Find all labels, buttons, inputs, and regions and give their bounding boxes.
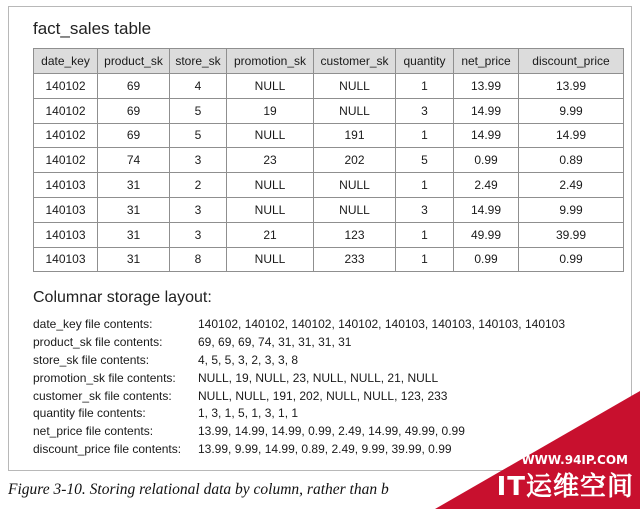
table-cell: 2 <box>170 173 227 198</box>
column-header: customer_sk <box>314 49 396 74</box>
column-header: quantity <box>396 49 454 74</box>
table-cell: 31 <box>98 197 170 222</box>
column-header: store_sk <box>170 49 227 74</box>
table-cell: 140102 <box>34 123 98 148</box>
columnar-label: date_key file contents: <box>33 317 153 331</box>
table-cell: 1 <box>396 173 454 198</box>
table-cell: 0.89 <box>519 148 624 173</box>
table-cell: 14.99 <box>454 123 519 148</box>
columnar-label: customer_sk file contents: <box>33 388 172 403</box>
columnar-value: 13.99, 9.99, 14.99, 0.89, 2.49, 9.99, 39.99, 0.99 <box>198 442 452 457</box>
figure-panel <box>8 6 632 471</box>
table-row <box>34 98 624 123</box>
table-row <box>34 247 624 272</box>
columnar-value: 140102, 140102, 140102, 140102, 140103, 140103, 140103, 140103 <box>198 317 566 331</box>
table-cell: 140102 <box>34 148 98 173</box>
table-cell: NULL <box>227 197 314 222</box>
columnar-value: NULL, 19, NULL, 23, NULL, NULL, 21, NULL <box>198 370 439 385</box>
table-cell: 140102 <box>34 74 98 99</box>
table-row <box>34 173 624 198</box>
columnar-value: 13.99, 14.99, 14.99, 0.99, 2.49, 14.99, 49.99, 0.99 <box>198 424 465 439</box>
table-cell: 3 <box>396 98 454 123</box>
table-cell: 69 <box>98 74 170 99</box>
table-cell: 140103 <box>34 222 98 247</box>
table-cell: 21 <box>227 222 314 247</box>
column-header: net_price <box>454 49 519 74</box>
figure-caption: Figure 3-10. Storing relational data by column, rather than b <box>8 481 389 498</box>
columnar-label: product_sk file contents: <box>33 334 163 349</box>
table-cell: NULL <box>227 74 314 99</box>
columnar-label: discount_price file contents: <box>33 442 182 457</box>
table-row <box>34 197 624 222</box>
table-cell: 8 <box>170 247 227 272</box>
table-cell: 3 <box>170 197 227 222</box>
table-cell: 39.99 <box>519 222 624 247</box>
table-cell: 69 <box>98 123 170 148</box>
table-cell: 14.99 <box>454 197 519 222</box>
table-cell: 1 <box>396 222 454 247</box>
fact-sales-table <box>33 48 624 272</box>
table-cell: NULL <box>227 123 314 148</box>
columnar-value: NULL, NULL, 191, 202, NULL, NULL, 123, 233 <box>198 388 448 403</box>
table-cell: 5 <box>170 123 227 148</box>
table-header-row <box>34 49 624 74</box>
table-cell: 3 <box>170 222 227 247</box>
table-cell: 14.99 <box>519 123 624 148</box>
columnar-value: 1, 3, 1, 5, 1, 3, 1, 1 <box>198 406 299 421</box>
columnar-label: store_sk file contents: <box>33 352 150 367</box>
table-cell: 9.99 <box>519 98 624 123</box>
table-cell: 0.99 <box>519 247 624 272</box>
table-cell: 31 <box>98 247 170 272</box>
table-cell: NULL <box>314 98 396 123</box>
columnar-label: quantity file contents: <box>33 406 146 421</box>
table-title: fact_sales table <box>33 19 152 38</box>
table-cell: 0.99 <box>454 247 519 272</box>
table-cell: 19 <box>227 98 314 123</box>
table-row <box>34 148 624 173</box>
table-row <box>34 74 624 99</box>
table-cell: 123 <box>314 222 396 247</box>
table-cell: 13.99 <box>519 74 624 99</box>
table-row <box>34 123 624 148</box>
table-cell: 2.49 <box>519 173 624 198</box>
columnar-label: promotion_sk file contents: <box>33 370 176 385</box>
columnar-title: Columnar storage layout: <box>33 289 212 306</box>
table-cell: 49.99 <box>454 222 519 247</box>
watermark-url: WWW.94IP.COM <box>521 453 628 467</box>
table-cell: 0.99 <box>454 148 519 173</box>
table-cell: 23 <box>227 148 314 173</box>
column-header: product_sk <box>98 49 170 74</box>
table-cell: 140103 <box>34 247 98 272</box>
table-cell: 2.49 <box>454 173 519 198</box>
table-cell: 233 <box>314 247 396 272</box>
table-cell: 3 <box>170 148 227 173</box>
watermark-brand: IT运维空间 <box>496 472 634 502</box>
columnar-value: 4, 5, 5, 3, 2, 3, 3, 8 <box>198 352 299 367</box>
table-cell: NULL <box>227 247 314 272</box>
table-cell: 140103 <box>34 173 98 198</box>
table-cell: 5 <box>396 148 454 173</box>
column-header: discount_price <box>519 49 624 74</box>
table-cell: 4 <box>170 74 227 99</box>
table-cell: 1 <box>396 74 454 99</box>
table-cell: 69 <box>98 98 170 123</box>
table-cell: 14.99 <box>454 98 519 123</box>
table-cell: 191 <box>314 123 396 148</box>
table-cell: NULL <box>227 173 314 198</box>
table-cell: 13.99 <box>454 74 519 99</box>
table-cell: NULL <box>314 74 396 99</box>
table-cell: 3 <box>396 197 454 222</box>
table-cell: 31 <box>98 173 170 198</box>
columnar-label: net_price file contents: <box>33 424 154 439</box>
column-header: date_key <box>34 49 98 74</box>
table-cell: NULL <box>314 173 396 198</box>
table-cell: 140103 <box>34 197 98 222</box>
table-cell: 1 <box>396 123 454 148</box>
table-cell: 5 <box>170 98 227 123</box>
column-header: promotion_sk <box>227 49 314 74</box>
table-cell: 9.99 <box>519 197 624 222</box>
table-row <box>34 222 624 247</box>
table-cell: 31 <box>98 222 170 247</box>
table-cell: 202 <box>314 148 396 173</box>
table-cell: 140102 <box>34 98 98 123</box>
table-cell: NULL <box>314 197 396 222</box>
table-cell: 1 <box>396 247 454 272</box>
table-cell: 74 <box>98 148 170 173</box>
columnar-value: 69, 69, 69, 74, 31, 31, 31, 31 <box>198 334 352 349</box>
